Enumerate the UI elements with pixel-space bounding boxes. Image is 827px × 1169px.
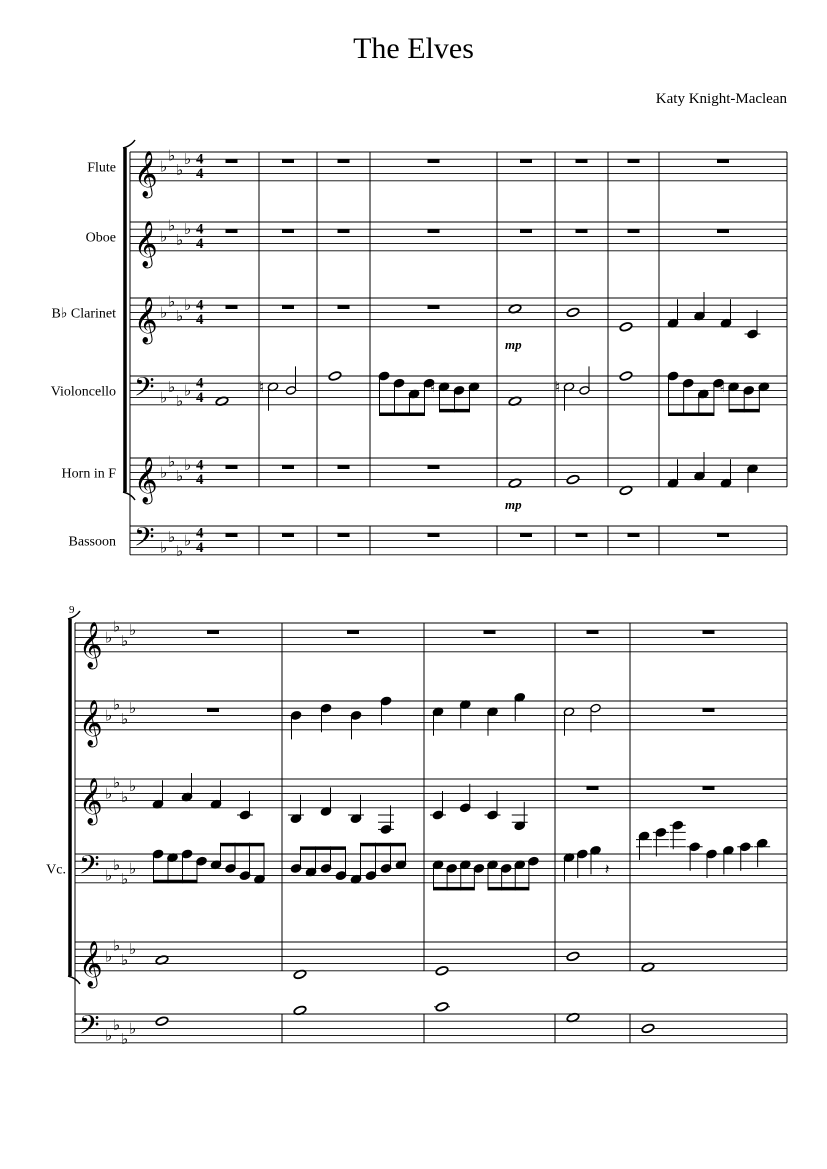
whole-rest xyxy=(428,465,440,469)
dynamic-marking: mp xyxy=(505,336,522,352)
key-flat-icon: ♭ xyxy=(105,706,113,725)
natural-icon: ♮ xyxy=(430,377,436,396)
key-flat-icon: ♭ xyxy=(168,452,176,471)
note-head xyxy=(577,849,588,859)
note-head xyxy=(743,386,754,396)
whole-rest xyxy=(226,229,238,233)
whole-rest xyxy=(576,229,588,233)
whole-rest xyxy=(282,305,294,309)
instrument-label: Bassoon xyxy=(68,534,116,550)
key-flat-icon: ♭ xyxy=(105,866,113,885)
treble-clef-icon: 𝄞 xyxy=(134,220,158,267)
key-flat-icon: ♭ xyxy=(176,392,184,411)
note-head xyxy=(446,864,457,874)
staff-5 xyxy=(75,942,787,971)
key-flat-icon: ♭ xyxy=(160,388,168,407)
note-head-hollow xyxy=(566,474,580,484)
key-flat-icon: ♭ xyxy=(105,1026,113,1045)
whole-rest xyxy=(520,533,532,537)
time-signature-denominator: 4 xyxy=(196,471,204,488)
time-signature-denominator: 4 xyxy=(196,389,204,406)
whole-rest xyxy=(587,786,599,790)
whole-rest xyxy=(338,229,350,233)
key-flat-icon: ♭ xyxy=(129,940,137,959)
note-head xyxy=(320,864,331,874)
whole-rest xyxy=(226,465,238,469)
bracket-top-hook xyxy=(123,140,135,148)
note-head-hollow xyxy=(285,386,296,396)
note-head-hollow xyxy=(619,371,633,381)
key-flat-icon: ♭ xyxy=(129,699,137,718)
key-flat-icon: ♭ xyxy=(121,1030,129,1049)
note-head-hollow xyxy=(435,1002,449,1012)
whole-rest xyxy=(338,159,350,163)
time-signature-denominator: 4 xyxy=(196,165,204,182)
beam xyxy=(301,846,346,850)
bass-clef-icon: 𝄢 xyxy=(134,370,155,409)
whole-rest xyxy=(576,533,588,537)
note-head xyxy=(667,371,678,381)
whole-rest xyxy=(520,159,532,163)
key-flat-icon: ♭ xyxy=(184,381,192,400)
key-flat-icon: ♭ xyxy=(121,951,129,969)
staff-1 xyxy=(75,623,787,652)
time-signature-numerator: 4 xyxy=(196,151,204,168)
note-head-hollow xyxy=(619,322,633,332)
dynamic-marking: mp xyxy=(505,496,522,512)
whole-rest xyxy=(282,159,294,163)
key-flat-icon: ♭ xyxy=(176,231,184,249)
key-flat-icon: ♭ xyxy=(129,621,137,640)
note-head-hollow xyxy=(566,951,580,961)
key-flat-icon: ♭ xyxy=(184,150,192,169)
whole-rest xyxy=(576,159,588,163)
key-flat-icon: ♭ xyxy=(121,710,129,728)
time-signature-numerator: 4 xyxy=(196,375,204,392)
key-flat-icon: ♭ xyxy=(168,146,176,165)
whole-rest xyxy=(282,229,294,233)
beam xyxy=(221,843,265,847)
staff-5 xyxy=(130,458,787,487)
instrument-label: Oboe xyxy=(85,230,116,246)
note-head xyxy=(682,378,693,388)
beam xyxy=(154,880,198,884)
natural-icon: ♮ xyxy=(259,377,265,396)
key-flat-icon: ♭ xyxy=(121,788,129,806)
key-flat-icon: ♭ xyxy=(184,456,192,475)
whole-rest xyxy=(628,533,640,537)
key-flat-icon: ♭ xyxy=(160,303,168,322)
note-head xyxy=(152,849,163,859)
key-flat-icon: ♭ xyxy=(105,784,113,803)
instrument-label: Vc. xyxy=(46,862,66,878)
treble-clef-icon: 𝄞 xyxy=(79,777,103,824)
treble-clef-icon: 𝄞 xyxy=(79,940,103,987)
key-flat-icon: ♭ xyxy=(113,936,121,955)
treble-clef-icon: 𝄞 xyxy=(79,699,103,746)
staff-6 xyxy=(75,1014,787,1043)
staff-2 xyxy=(75,701,787,730)
staff-3 xyxy=(75,779,787,808)
bass-clef-icon: 𝄢 xyxy=(79,848,100,887)
note-head xyxy=(225,864,236,874)
note-head xyxy=(239,871,250,881)
note-head xyxy=(528,856,539,866)
staff-6 xyxy=(130,526,787,555)
key-flat-icon: ♭ xyxy=(129,1019,137,1038)
whole-rest xyxy=(628,159,640,163)
note-head-hollow xyxy=(566,307,580,317)
note-head xyxy=(239,810,250,820)
staff-2 xyxy=(130,222,787,251)
whole-rest xyxy=(226,533,238,537)
note-head xyxy=(706,849,717,859)
instrument-label: Violoncello xyxy=(50,384,116,400)
note-head xyxy=(380,696,391,706)
whole-rest xyxy=(347,630,359,634)
whole-rest xyxy=(717,533,729,537)
beam xyxy=(361,843,406,847)
key-flat-icon: ♭ xyxy=(168,527,176,546)
key-flat-icon: ♭ xyxy=(121,632,129,650)
key-flat-icon: ♭ xyxy=(176,161,184,179)
key-flat-icon: ♭ xyxy=(129,859,137,878)
whole-rest xyxy=(717,229,729,233)
whole-rest xyxy=(703,708,715,712)
key-flat-icon: ♭ xyxy=(184,531,192,550)
bass-clef-icon: 𝄢 xyxy=(79,1008,100,1047)
note-head-hollow xyxy=(435,966,449,976)
key-flat-icon: ♭ xyxy=(113,1015,121,1034)
key-flat-icon: ♭ xyxy=(160,157,168,176)
bass-clef-icon: 𝄢 xyxy=(134,520,155,559)
note-head xyxy=(487,810,498,820)
whole-rest xyxy=(226,159,238,163)
time-signature-denominator: 4 xyxy=(196,311,204,328)
instrument-label: Horn in F xyxy=(61,466,116,482)
key-flat-icon: ♭ xyxy=(176,307,184,325)
whole-rest xyxy=(703,786,715,790)
natural-icon: ♮ xyxy=(555,377,561,396)
key-flat-icon: ♭ xyxy=(168,377,176,396)
key-flat-icon: ♭ xyxy=(105,947,113,966)
staff-1 xyxy=(130,152,787,181)
note-head xyxy=(335,871,346,881)
natural-icon: ♮ xyxy=(719,377,725,396)
whole-rest xyxy=(207,708,219,712)
staff-3 xyxy=(130,298,787,327)
key-flat-icon: ♭ xyxy=(113,617,121,636)
key-flat-icon: ♭ xyxy=(168,216,176,235)
beam xyxy=(729,409,759,413)
note-head xyxy=(473,864,484,874)
note-head xyxy=(393,378,404,388)
time-signature-numerator: 4 xyxy=(196,525,204,542)
note-head-hollow xyxy=(579,386,590,396)
note-head xyxy=(432,810,443,820)
treble-clef-icon: 𝄞 xyxy=(134,456,158,503)
treble-clef-icon: 𝄞 xyxy=(134,150,158,197)
whole-rest xyxy=(484,630,496,634)
beam xyxy=(488,887,529,891)
note-head xyxy=(740,842,751,852)
note-head xyxy=(453,386,464,396)
whole-rest xyxy=(338,533,350,537)
whole-rest xyxy=(338,465,350,469)
whole-rest xyxy=(338,305,350,309)
whole-rest xyxy=(428,305,440,309)
key-flat-icon: ♭ xyxy=(113,855,121,874)
note-head xyxy=(320,703,331,713)
note-head xyxy=(378,371,389,381)
key-flat-icon: ♭ xyxy=(160,538,168,557)
whole-rest xyxy=(628,229,640,233)
beam xyxy=(440,409,470,413)
key-flat-icon: ♭ xyxy=(176,467,184,485)
note-head xyxy=(672,820,683,830)
key-flat-icon: ♭ xyxy=(121,870,129,889)
key-flat-icon: ♭ xyxy=(160,227,168,246)
note-head-hollow xyxy=(155,1016,169,1026)
quarter-rest-icon: 𝄽 xyxy=(604,860,610,879)
instrument-label: B♭ Clarinet xyxy=(51,306,116,322)
whole-rest xyxy=(207,630,219,634)
key-flat-icon: ♭ xyxy=(184,220,192,239)
score-composer: Katy Knight-Maclean xyxy=(655,91,787,107)
time-signature-numerator: 4 xyxy=(196,457,204,474)
beam xyxy=(380,413,425,417)
key-flat-icon: ♭ xyxy=(113,773,121,792)
key-flat-icon: ♭ xyxy=(160,463,168,482)
whole-rest xyxy=(428,229,440,233)
note-head-hollow xyxy=(641,1023,655,1033)
whole-rest xyxy=(282,465,294,469)
note-head xyxy=(365,871,376,881)
key-flat-icon: ♭ xyxy=(129,777,137,796)
key-flat-icon: ♭ xyxy=(113,695,121,714)
key-flat-icon: ♭ xyxy=(105,628,113,647)
note-head xyxy=(460,803,471,813)
beam xyxy=(669,413,714,417)
note-head xyxy=(181,849,192,859)
beam xyxy=(434,887,475,891)
note-head xyxy=(380,864,391,874)
time-signature-denominator: 4 xyxy=(196,235,204,252)
note-head xyxy=(689,842,700,852)
whole-rest xyxy=(717,159,729,163)
instrument-label: Flute xyxy=(87,160,116,176)
whole-rest xyxy=(428,159,440,163)
treble-clef-icon: 𝄞 xyxy=(134,296,158,343)
whole-rest xyxy=(226,305,238,309)
time-signature-numerator: 4 xyxy=(196,221,204,238)
time-signature-denominator: 4 xyxy=(196,539,204,556)
note-head xyxy=(380,825,391,835)
measure-number: 9 xyxy=(69,604,75,616)
note-head xyxy=(290,711,301,721)
note-head xyxy=(350,711,361,721)
whole-rest xyxy=(703,630,715,634)
key-flat-icon: ♭ xyxy=(176,542,184,561)
score-title: The Elves xyxy=(353,32,474,65)
note-head-hollow xyxy=(328,371,342,381)
key-flat-icon: ♭ xyxy=(168,292,176,311)
time-signature-numerator: 4 xyxy=(196,297,204,314)
note-head xyxy=(747,329,758,339)
note-head-hollow xyxy=(590,703,601,713)
whole-rest xyxy=(428,533,440,537)
whole-rest xyxy=(520,229,532,233)
note-head xyxy=(655,828,666,838)
whole-rest xyxy=(587,630,599,634)
key-flat-icon: ♭ xyxy=(184,296,192,315)
treble-clef-icon: 𝄞 xyxy=(79,621,103,668)
whole-rest xyxy=(282,533,294,537)
note-head xyxy=(196,856,207,866)
note-head xyxy=(500,864,511,874)
note-head xyxy=(290,864,301,874)
staff-4 xyxy=(75,854,787,883)
